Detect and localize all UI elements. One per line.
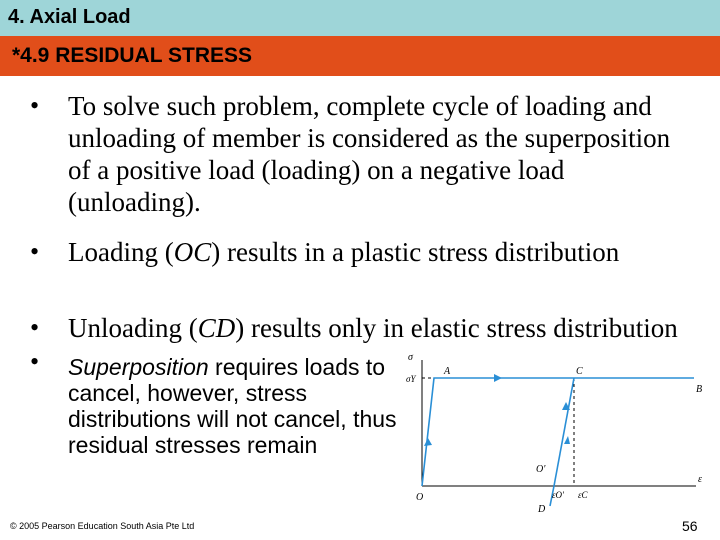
section-title: *4.9 RESIDUAL STRESS xyxy=(12,44,253,67)
sigma-label: σ xyxy=(408,352,413,363)
bullet-4-emphasis: Superposition xyxy=(68,354,209,380)
bullet-dot: • xyxy=(30,237,40,266)
copyright-footer: © 2005 Pearson Education South Asia Pte Ltd xyxy=(10,521,195,531)
section-bar xyxy=(0,36,720,76)
point-d-label: D xyxy=(538,504,546,515)
point-a-label: A xyxy=(444,366,451,377)
bullet-2-text xyxy=(68,236,698,268)
epsilon-label: ε xyxy=(698,474,702,485)
eps-o-prime-label: εO' xyxy=(552,490,564,500)
bullet-3-emphasis: CD xyxy=(197,313,236,343)
bullet-3-pre: Unloading ( xyxy=(68,313,198,343)
arrow-icon xyxy=(494,374,502,382)
point-c-label: C xyxy=(576,366,583,377)
unloading-path xyxy=(554,378,574,486)
header-bar xyxy=(0,0,720,36)
arrow-icon xyxy=(424,438,432,446)
bullet-2-emphasis: OC xyxy=(173,237,212,267)
bullet-2-post: ) results in a plastic stress distribution xyxy=(211,237,620,267)
page-number: 56 xyxy=(682,518,698,534)
bullet-4-post: requires loads to cancel, however, stress distributions will not cancel, thus residual stresses remain xyxy=(68,354,397,458)
bullet-dot: • xyxy=(30,313,40,342)
origin-label: O xyxy=(416,492,424,503)
bullet-3-post: ) results only in elastic stress distribution xyxy=(235,313,678,343)
bullet-dot: • xyxy=(30,91,40,120)
bullet-dot: • xyxy=(30,347,40,376)
point-o-prime-label: O' xyxy=(536,464,546,475)
bullet-2-pre: Loading ( xyxy=(68,237,174,267)
arrow-icon xyxy=(564,436,570,444)
stress-strain-diagram xyxy=(404,340,714,516)
eps-c-label: εC xyxy=(578,490,588,500)
sigma-y-label: σY xyxy=(406,374,416,384)
chapter-title: 4. Axial Load xyxy=(8,6,131,28)
bullet-4-text xyxy=(68,354,398,458)
bullet-1-text: To solve such problem, complete cycle of loading and unloading of member is considered as the superposition of a positive load (loading) on a negative load (unloading). xyxy=(68,91,671,217)
loading-path xyxy=(422,378,694,486)
point-b-label: B xyxy=(696,384,703,395)
